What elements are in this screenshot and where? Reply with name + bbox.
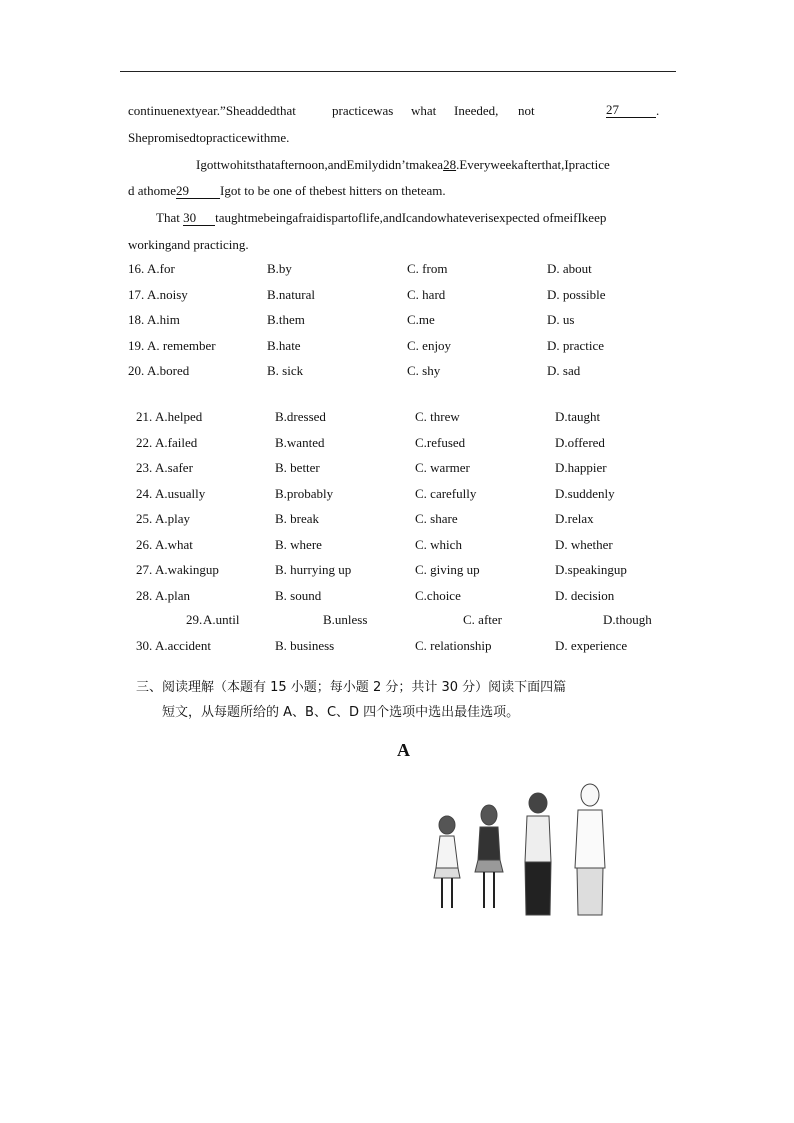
question-number: 27. [136, 562, 153, 577]
question-row [128, 338, 668, 354]
student-figure [525, 793, 551, 915]
option-a[interactable]: A.bored [147, 363, 190, 378]
option-d[interactable]: D. about [547, 261, 592, 276]
passage-text: Ineeded, [454, 103, 499, 118]
option-b[interactable]: B. where [275, 536, 322, 552]
passage-line-2: Shepromisedtopracticewithme. [128, 130, 290, 145]
option-c[interactable]: C. threw [415, 409, 460, 424]
students-illustration [420, 780, 620, 930]
question-row [136, 486, 676, 502]
option-a[interactable]: A.him [147, 312, 180, 327]
question-number: 18. [128, 312, 145, 327]
option-c[interactable]: C. share [415, 511, 458, 526]
header-rule [120, 71, 676, 72]
passage-line-3 [196, 157, 610, 173]
passage-line-4 [128, 183, 446, 199]
question-row [136, 537, 676, 553]
section-instruction: 短文，从每题所给的 A、B、C、D 四个选项中选出最佳选项。 [162, 705, 520, 720]
option-c[interactable]: C. hard [407, 286, 446, 302]
option-c[interactable]: C.choice [415, 587, 461, 603]
question-row [136, 562, 676, 578]
question-number: 26. [136, 536, 153, 552]
option-c[interactable]: C. carefully [415, 485, 477, 501]
passage-text: That [156, 210, 184, 225]
question-row [136, 588, 676, 604]
option-b[interactable]: B.by [267, 261, 292, 276]
option-c[interactable]: C. shy [407, 363, 441, 378]
option-d[interactable]: D. sad [547, 363, 581, 378]
option-b[interactable]: B.probably [275, 485, 334, 501]
question-number: 28. [136, 587, 153, 603]
option-d[interactable]: D. practice [547, 337, 605, 353]
question-number: 19. [128, 337, 145, 353]
option-d[interactable]: D. experience [555, 638, 628, 653]
passage-line-5 [156, 210, 606, 226]
question-number: 22. [136, 434, 153, 450]
option-d[interactable]: D.relax [555, 511, 594, 526]
student-figure [575, 784, 605, 915]
option-c[interactable]: C. relationship [415, 638, 492, 653]
passage-text: Igot to be one of thebest hitters on theteam. [220, 183, 446, 198]
option-a[interactable]: A.failed [155, 434, 198, 450]
blank-30: 30 [183, 211, 215, 226]
question-number: 21. [136, 409, 153, 424]
option-b[interactable]: B.hate [267, 337, 301, 353]
question-number: 24. [136, 485, 153, 501]
option-a[interactable]: A.play [155, 511, 191, 526]
question-row [136, 511, 676, 527]
option-c[interactable]: C. enjoy [407, 337, 452, 353]
option-b[interactable]: B.them [267, 312, 305, 327]
question-number: 29. [186, 612, 203, 627]
option-d[interactable]: D.offered [555, 434, 605, 450]
blank-29: 29 [176, 184, 220, 199]
option-a[interactable]: A.safer [155, 460, 193, 475]
option-a[interactable]: A.helped [155, 409, 203, 424]
question-number: 23. [136, 460, 153, 475]
option-a[interactable]: A.wakingup [155, 562, 219, 577]
passage-text: .Everyweekafterthat,Ipractice [456, 157, 610, 172]
option-d[interactable]: D. possible [547, 286, 606, 302]
question-row [128, 312, 668, 328]
question-number: 16. [128, 261, 145, 276]
section-heading: 三、阅读理解（本题有 15 小题；每小题 2 分；共计 30 分）阅读下面四篇 [136, 680, 567, 695]
student-figure [434, 816, 460, 908]
passage-text: . [656, 103, 660, 118]
blank-27: 27 [606, 103, 656, 118]
question-number: 20. [128, 363, 145, 378]
question-number: 17. [128, 286, 145, 302]
question-30 [136, 638, 666, 654]
question-row [128, 287, 668, 303]
option-b[interactable]: B. break [275, 511, 320, 526]
option-c[interactable]: C. from [407, 261, 448, 276]
question-number: 25. [136, 511, 153, 526]
option-d[interactable]: D.taught [555, 409, 601, 424]
option-a[interactable]: A.for [147, 261, 175, 276]
option-a[interactable]: A.plan [155, 587, 191, 603]
option-d[interactable]: D.though [603, 612, 652, 627]
passage-line-6: workingand practicing. [128, 237, 249, 252]
option-c[interactable]: C. giving up [415, 562, 480, 577]
option-b[interactable]: B. hurrying up [275, 562, 352, 577]
option-b[interactable]: B. better [275, 460, 320, 475]
option-a[interactable]: A. remember [147, 337, 216, 353]
option-d[interactable]: D.speakingup [555, 562, 627, 577]
question-number: 30. [136, 638, 153, 653]
option-c[interactable]: C.refused [415, 434, 466, 450]
question-29 [186, 612, 666, 628]
passage-text: practicewas [332, 103, 394, 118]
passage-text: not [518, 103, 535, 118]
passage-label: A [397, 740, 410, 760]
passage-text: d athome [128, 183, 177, 198]
option-d[interactable]: D. us [547, 312, 575, 327]
option-d[interactable]: D.suddenly [555, 485, 615, 501]
passage-text: taughtmebeingafraidispartoflife,andIcandowhateverisexpected ofmeifIkeep [215, 210, 607, 225]
option-c[interactable]: C.me [407, 312, 435, 327]
option-c[interactable]: C. which [415, 536, 462, 552]
option-d[interactable]: D. whether [555, 536, 613, 552]
question-row [128, 261, 668, 277]
option-c[interactable]: C. warmer [415, 460, 470, 475]
option-a[interactable]: A.what [155, 536, 193, 552]
option-b[interactable]: B.unless [323, 612, 368, 627]
passage-text: what [411, 103, 437, 118]
option-b[interactable]: B. sick [267, 363, 304, 378]
option-b[interactable]: B. business [275, 638, 335, 653]
question-row [136, 435, 676, 451]
question-row [136, 460, 676, 476]
question-row [128, 363, 668, 379]
option-a[interactable]: A.usually [155, 485, 206, 501]
blank-28: 28 [443, 157, 457, 172]
student-figure [475, 805, 503, 908]
option-b[interactable]: B. sound [275, 587, 322, 603]
option-b[interactable]: B.wanted [275, 434, 325, 450]
option-d[interactable]: D.happier [555, 460, 607, 475]
option-d[interactable]: D. decision [555, 587, 615, 603]
passage-text: continuenextyear.”Sheaddedthat [128, 103, 296, 118]
passage-text: Igottwohitsthatafternoon,andEmilydidn’tmakea [196, 157, 444, 172]
option-c[interactable]: C. after [463, 612, 502, 627]
option-a[interactable]: A.accident [155, 638, 211, 653]
option-b[interactable]: B.natural [267, 286, 316, 302]
option-a[interactable]: A.noisy [147, 286, 188, 302]
option-a[interactable]: A.until [203, 612, 240, 627]
option-b[interactable]: B.dressed [275, 409, 326, 424]
question-row [136, 409, 676, 425]
